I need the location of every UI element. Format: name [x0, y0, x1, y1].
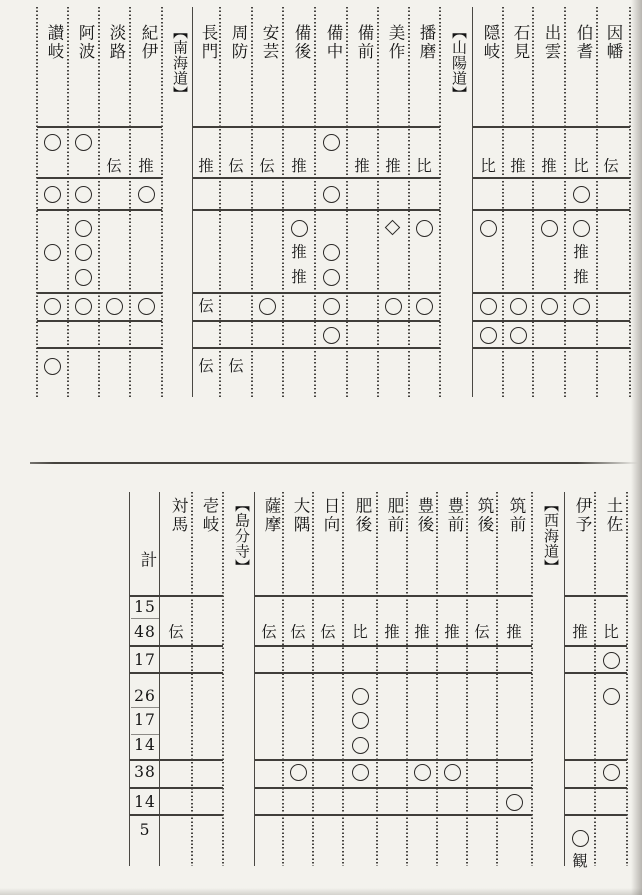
dotted-grid-line: [377, 7, 379, 397]
row-border-line: [130, 645, 223, 647]
circle-mark: [352, 688, 369, 705]
row-border-line: [193, 209, 440, 211]
circle-mark: [541, 298, 558, 315]
province-column-header: 薩摩: [262, 497, 281, 534]
kanji-mark: 比: [603, 623, 619, 641]
section-label: 【山陽道】: [450, 24, 468, 102]
circle-mark: [323, 134, 340, 151]
kanji-mark: 推: [138, 157, 154, 175]
total-value: 38: [134, 763, 156, 781]
circle-mark: [75, 134, 92, 151]
row-border-line: [565, 759, 627, 761]
circle-mark: [44, 298, 61, 315]
dotted-grid-line: [436, 492, 438, 866]
kanji-mark: 推: [573, 268, 589, 286]
dotted-grid-line: [191, 492, 193, 866]
province-column-header: 安芸: [260, 24, 279, 61]
circle-mark: [510, 298, 527, 315]
circle-mark: [75, 220, 92, 237]
province-column-header: 筑後: [475, 497, 494, 534]
row-border-line: [193, 292, 440, 294]
kanji-mark: 推: [354, 157, 370, 175]
total-sub-divider: [131, 707, 159, 708]
province-column-header: 豊後: [415, 497, 434, 534]
row-border-line: [473, 209, 630, 211]
dotted-grid-line: [594, 492, 596, 866]
province-column-header: 讃岐: [45, 24, 64, 61]
solid-grid-line: [254, 492, 255, 866]
tables-divider-line: [30, 462, 638, 464]
kanji-mark: 伝: [228, 357, 244, 375]
row-border-line: [193, 347, 440, 349]
circle-mark: [573, 298, 590, 315]
circle-mark: [416, 298, 433, 315]
kanji-mark: 伝: [106, 157, 122, 175]
province-column-header: 因幡: [604, 24, 623, 61]
province-column-header: 備中: [324, 24, 343, 61]
province-column-header: 土佐: [604, 497, 623, 534]
dotted-grid-line: [531, 492, 533, 866]
dotted-grid-line: [626, 492, 628, 866]
kanji-mark: 推: [385, 157, 401, 175]
circle-mark: [603, 652, 620, 669]
kanji-mark: 推: [384, 623, 400, 641]
solid-grid-line: [564, 492, 565, 866]
row-border-line: [193, 320, 440, 322]
circle-mark: [444, 764, 461, 781]
circle-mark: [138, 298, 155, 315]
row-border-line: [473, 320, 630, 322]
circle-mark: [75, 298, 92, 315]
province-column-header: 日向: [321, 497, 340, 534]
row-border-line: [255, 595, 532, 597]
dotted-grid-line: [439, 7, 441, 397]
circle-mark: [44, 186, 61, 203]
circle-mark: [480, 298, 497, 315]
row-border-line: [473, 347, 630, 349]
dotted-grid-line: [376, 492, 378, 866]
row-border-line: [37, 126, 162, 128]
province-column-header: 豊前: [445, 497, 464, 534]
kanji-mark: 推: [291, 157, 307, 175]
row-border-line: [255, 814, 532, 816]
province-column-header: 周防: [229, 24, 248, 61]
section-label: 【島分寺】: [233, 497, 251, 575]
province-column-header: 阿波: [76, 24, 95, 61]
scan-edge-shading-right: [631, 0, 642, 895]
dotted-grid-line: [466, 492, 468, 866]
province-column-header: 壱岐: [200, 497, 219, 534]
solid-grid-line: [192, 7, 193, 397]
total-value: 15: [134, 598, 156, 616]
scan-edge-shading-bottom: [0, 888, 642, 895]
circle-mark: [323, 244, 340, 261]
circle-mark: [323, 298, 340, 315]
kanji-mark: 推: [541, 157, 557, 175]
kanji-mark: 推: [291, 268, 307, 286]
circle-mark: [106, 298, 123, 315]
kanji-mark: 伝: [198, 357, 214, 375]
circle-mark: [603, 688, 620, 705]
row-border-line: [473, 177, 630, 179]
circle-mark: [572, 830, 589, 847]
dotted-grid-line: [161, 7, 163, 397]
row-border-line: [130, 787, 223, 789]
dotted-grid-line: [596, 7, 598, 397]
circle-mark: [323, 186, 340, 203]
dotted-grid-line: [346, 7, 348, 397]
total-sub-divider: [131, 618, 159, 619]
total-value: 26: [134, 687, 156, 705]
province-column-header: 対馬: [169, 497, 188, 534]
diamond-mark: [385, 220, 401, 236]
dotted-grid-line: [222, 492, 224, 866]
total-value: 17: [134, 651, 156, 669]
dotted-grid-line: [129, 7, 131, 397]
circle-mark: [323, 269, 340, 286]
circle-mark: [573, 220, 590, 237]
circle-mark: [506, 794, 523, 811]
dotted-grid-line: [251, 7, 253, 397]
kanji-mark: 推: [573, 243, 589, 261]
circle-mark: [44, 244, 61, 261]
province-column-header: 伯耆: [574, 24, 593, 61]
dotted-grid-line: [67, 7, 69, 397]
dotted-grid-line: [502, 7, 504, 397]
kanji-mark: 伝: [320, 623, 336, 641]
row-border-line: [37, 292, 162, 294]
circle-mark: [385, 298, 402, 315]
kanji-mark: 推: [198, 157, 214, 175]
row-border-line: [37, 177, 162, 179]
circle-mark: [75, 269, 92, 286]
row-border-line: [255, 759, 532, 761]
province-column-header: 紀伊: [139, 24, 158, 61]
kanji-mark: 観: [572, 852, 588, 870]
province-column-header: 備前: [355, 24, 374, 61]
circle-mark: [44, 134, 61, 151]
circle-mark: [480, 327, 497, 344]
total-value: 14: [134, 736, 156, 754]
kanji-mark: 比: [352, 623, 368, 641]
section-label: 【西海道】: [542, 497, 560, 575]
kanji-mark: 伝: [228, 157, 244, 175]
circle-mark: [414, 764, 431, 781]
circle-mark: [291, 220, 308, 237]
province-column-header: 長門: [199, 24, 218, 61]
row-border-line: [565, 645, 627, 647]
total-value: 17: [134, 711, 156, 729]
dotted-grid-line: [314, 7, 316, 397]
circle-mark: [44, 358, 61, 375]
dotted-grid-line: [406, 492, 408, 866]
province-column-header: 石見: [511, 24, 530, 61]
solid-grid-line: [472, 7, 473, 397]
circle-mark: [352, 737, 369, 754]
dotted-grid-line: [532, 7, 534, 397]
circle-mark: [259, 298, 276, 315]
dotted-grid-line: [36, 7, 38, 397]
row-border-line: [193, 177, 440, 179]
row-border-line: [565, 814, 627, 816]
province-column-header: 肥前: [385, 497, 404, 534]
row-border-line: [473, 292, 630, 294]
total-column-header: 計: [138, 551, 157, 570]
province-column-header: 隠岐: [481, 24, 500, 61]
kanji-mark: 推: [506, 623, 522, 641]
circle-mark: [541, 220, 558, 237]
row-border-line: [37, 320, 162, 322]
row-border-line: [255, 672, 532, 674]
kanji-mark: 伝: [259, 157, 275, 175]
row-border-line: [193, 126, 440, 128]
dotted-grid-line: [282, 7, 284, 397]
circle-mark: [573, 186, 590, 203]
province-column-header: 伊予: [573, 497, 592, 534]
province-column-header: 美作: [386, 24, 405, 61]
province-column-header: 出雲: [542, 24, 561, 61]
row-border-line: [565, 787, 627, 789]
province-column-header: 筑前: [507, 497, 526, 534]
circle-mark: [290, 764, 307, 781]
row-border-line: [255, 645, 532, 647]
circle-mark: [416, 220, 433, 237]
circle-mark: [480, 220, 497, 237]
circle-mark: [603, 764, 620, 781]
province-column-header: 播磨: [417, 24, 436, 61]
kanji-mark: 推: [572, 623, 588, 641]
dotted-grid-line: [496, 492, 498, 866]
province-column-header: 大隅: [291, 497, 310, 534]
province-column-header: 肥後: [353, 497, 372, 534]
dotted-grid-line: [219, 7, 221, 397]
kanji-mark: 比: [480, 157, 496, 175]
kanji-mark: 伝: [603, 157, 619, 175]
province-column-header: 淡路: [107, 24, 126, 61]
dotted-grid-line: [342, 492, 344, 866]
circle-mark: [323, 327, 340, 344]
row-border-line: [130, 759, 223, 761]
kanji-mark: 推: [291, 243, 307, 261]
circle-mark: [75, 244, 92, 261]
kanji-mark: 比: [573, 157, 589, 175]
circle-mark: [352, 764, 369, 781]
kanji-mark: 推: [444, 623, 460, 641]
dotted-grid-line: [312, 492, 314, 866]
row-border-line: [565, 595, 627, 597]
dotted-grid-line: [98, 7, 100, 397]
kanji-mark: 推: [510, 157, 526, 175]
dotted-grid-line: [564, 7, 566, 397]
kanji-mark: 伝: [474, 623, 490, 641]
section-label: 【南海道】: [171, 24, 189, 102]
circle-mark: [352, 712, 369, 729]
row-border-line: [37, 347, 162, 349]
dotted-grid-line: [282, 492, 284, 866]
row-border-line: [37, 209, 162, 211]
circle-mark: [510, 327, 527, 344]
kanji-mark: 推: [414, 623, 430, 641]
total-value: 14: [134, 793, 156, 811]
circle-mark: [138, 186, 155, 203]
kanji-mark: 比: [416, 157, 432, 175]
row-border-line: [130, 672, 223, 674]
total-value: 5: [139, 821, 151, 839]
dotted-grid-line: [408, 7, 410, 397]
kanji-mark: 伝: [168, 623, 184, 641]
kanji-mark: 伝: [261, 623, 277, 641]
province-column-header: 備後: [292, 24, 311, 61]
row-border-line: [130, 814, 223, 816]
row-border-line: [255, 787, 532, 789]
total-value: 48: [134, 623, 156, 641]
kanji-mark: 伝: [290, 623, 306, 641]
row-border-line: [565, 672, 627, 674]
kanji-mark: 伝: [198, 297, 214, 315]
circle-mark: [75, 186, 92, 203]
row-border-line: [473, 126, 630, 128]
